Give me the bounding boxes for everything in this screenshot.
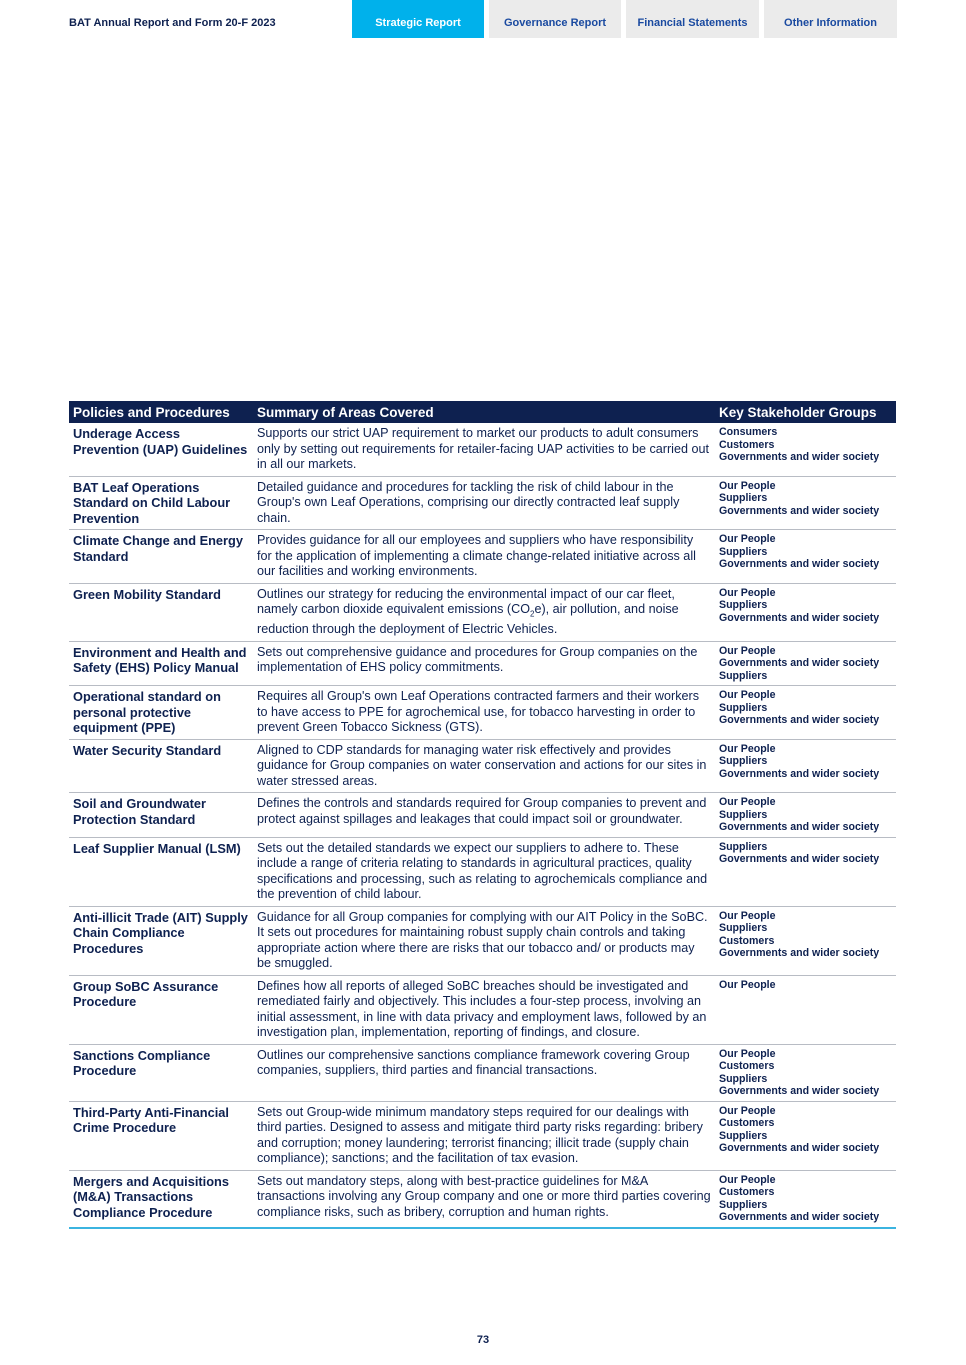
summary-text: e), air pollution, and noise reduction through the deployment of Electric Vehicles. <box>257 602 679 637</box>
stakeholder-group: Suppliers <box>719 922 768 935</box>
policy-name: Anti-illicit Trade (AIT) Supply Chain Compliance Procedures <box>69 906 253 975</box>
policy-name: Green Mobility Standard <box>69 583 253 641</box>
stakeholder-groups <box>715 1044 896 1101</box>
stakeholder-group: Governments and wider society <box>719 657 880 670</box>
document-title: BAT Annual Report and Form 20-F 2023 <box>69 17 276 29</box>
policy-summary: Sets out Group-wide minimum mandatory steps required for our dealings with third parties. Designed to assess and mitigate third party risks regarding: bribery and corruption; money laundering; terrorist financing; illicit trade (supply chain compliance); sanctions; and the facilitation of tax evasion. <box>253 1101 715 1170</box>
policy-name: Climate Change and Energy Standard <box>69 530 253 584</box>
table-body <box>69 423 896 1228</box>
stakeholder-groups <box>715 530 896 584</box>
stakeholder-group: Suppliers <box>719 755 768 768</box>
stakeholder-group: Customers <box>719 1117 775 1130</box>
policy-summary: Sets out comprehensive guidance and procedures for Group companies on the implementation of EHS policy commitments. <box>253 641 715 686</box>
policy-summary: Aligned to CDP standards for managing water risk effectively and provides guidance for Group companies on water conservation and actions for our sites in water stressed areas. <box>253 739 715 793</box>
policy-name: Leaf Supplier Manual (LSM) <box>69 837 253 906</box>
table-row <box>69 1170 896 1228</box>
stakeholder-groups <box>715 739 896 793</box>
stakeholder-groups <box>715 1101 896 1170</box>
tab-label: Financial Statements <box>637 17 748 29</box>
stakeholder-group: Suppliers <box>719 701 768 714</box>
stakeholder-group: Our People <box>719 1173 776 1186</box>
table-row <box>69 975 896 1044</box>
policy-name: Group SoBC Assurance Procedure <box>69 975 253 1044</box>
policy-summary: Sets out mandatory steps, along with best-practice guidelines for M&A transactions involving any Group company and one or more third parties covering compliance risks, such as bribery, corruption and human rights. <box>253 1170 715 1228</box>
column-header-summary: Summary of Areas Covered <box>253 401 715 423</box>
stakeholder-groups <box>715 583 896 641</box>
policy-summary: Outlines our comprehensive sanctions compliance framework covering Group companies, suppliers, third parties and financial transactions. <box>253 1044 715 1101</box>
policies-table <box>69 401 896 1229</box>
stakeholder-group: Suppliers <box>719 545 768 558</box>
stakeholder-group: Suppliers <box>719 492 768 504</box>
stakeholder-group: Our People <box>719 1047 776 1060</box>
policy-name: Underage Access Prevention (UAP) Guidelines <box>69 423 253 476</box>
policy-name: Third-Party Anti-Financial Crime Procedure <box>69 1101 253 1170</box>
policy-summary: Detailed guidance and procedures for tackling the risk of child labour in the Group's own Leaf Operations, comprising our directly contracted leaf supply chain. <box>253 476 715 530</box>
stakeholder-group: Customers <box>719 1186 775 1199</box>
page-number: 73 <box>476 1334 490 1346</box>
table-header-row <box>69 401 896 423</box>
tab-governance-report[interactable] <box>489 0 621 38</box>
stakeholder-group: Our People <box>719 796 776 809</box>
stakeholder-group: Consumers <box>719 426 778 438</box>
stakeholder-group: Customers <box>719 1060 775 1073</box>
policy-summary: Guidance for all Group companies for complying with our AIT Policy in the SoBC. It sets out procedures for maintaining robust supply chain controls and taking appropriate action where there are risks that our tobacco and/ or products may be smuggled. <box>253 906 715 975</box>
table-row <box>69 1044 896 1101</box>
policy-name: Operational standard on personal protective equipment (PPE) <box>69 686 253 740</box>
stakeholder-groups <box>715 686 896 740</box>
stakeholder-group: Suppliers <box>719 599 768 611</box>
stakeholder-groups <box>715 641 896 686</box>
tab-label: Other Information <box>784 17 877 29</box>
stakeholder-group: Governments and wider society <box>719 947 880 960</box>
stakeholder-group: Governments and wider society <box>719 1085 880 1098</box>
policy-summary: Provides guidance for all our employees and suppliers who have responsibility for the application of implementing a climate change-related initiative across all our facilities and working environments. <box>253 530 715 584</box>
summary-text: Outlines our strategy for reducing the environmental impact of our car fleet, namely carbon dioxide equivalent emissions (CO <box>257 586 675 616</box>
top-navigation-bar <box>0 0 966 38</box>
policy-summary: Sets out the detailed standards we expect our suppliers to adhere to. These include a range of criteria relating to standards in agricultural practices, quality specifications and processing, such as relating to agrochemicals compliance and the prevention of child labour. <box>253 837 715 906</box>
tab-strategic-report[interactable] <box>352 0 484 38</box>
tab-label: Strategic Report <box>375 17 461 29</box>
stakeholder-group: Suppliers <box>719 1198 768 1211</box>
table-row <box>69 583 896 641</box>
tab-other-information[interactable] <box>764 0 897 38</box>
stakeholder-group: Governments and wider society <box>719 451 880 463</box>
stakeholder-group: Our People <box>719 533 776 545</box>
stakeholder-groups <box>715 423 896 476</box>
table-row <box>69 906 896 975</box>
column-header-policies: Policies and Procedures <box>69 401 253 423</box>
stakeholder-group: Governments and wider society <box>719 611 880 624</box>
stakeholder-groups <box>715 793 896 838</box>
policy-summary <box>253 583 715 641</box>
table-row <box>69 423 896 476</box>
stakeholder-groups <box>715 906 896 975</box>
stakeholder-group: Governments and wider society <box>719 1211 880 1224</box>
stakeholder-group: Our People <box>719 644 776 657</box>
stakeholder-groups <box>715 837 896 906</box>
stakeholder-group: Our People <box>719 586 776 599</box>
stakeholder-group: Suppliers <box>719 808 768 821</box>
stakeholder-group: Our People <box>719 689 776 702</box>
stakeholder-group: Governments and wider society <box>719 714 880 727</box>
stakeholder-groups <box>715 975 896 1044</box>
tab-financial-statements[interactable] <box>626 0 759 38</box>
stakeholder-group: Our People <box>719 978 776 991</box>
stakeholder-group: Governments and wider society <box>719 821 880 834</box>
stakeholder-group: Governments and wider society <box>719 558 880 570</box>
stakeholder-group: Suppliers <box>719 1129 768 1142</box>
policy-name: Environment and Health and Safety (EHS) Policy Manual <box>69 641 253 686</box>
table-row <box>69 686 896 740</box>
policy-name: Water Security Standard <box>69 739 253 793</box>
policy-name: BAT Leaf Operations Standard on Child Labour Prevention <box>69 476 253 530</box>
stakeholder-group: Suppliers <box>719 669 768 682</box>
stakeholder-group: Governments and wider society <box>719 1142 880 1155</box>
policy-summary: Requires all Group's own Leaf Operations contracted farmers and their workers to have access to PPE for agrochemical use, for tobacco harvesting in order to prevent Green Tobacco Sickness (GTS). <box>253 686 715 740</box>
table-row <box>69 739 896 793</box>
table-row <box>69 530 896 584</box>
table-row <box>69 837 896 906</box>
table-row <box>69 641 896 686</box>
stakeholder-group: Governments and wider society <box>719 504 880 517</box>
stakeholder-group: Our People <box>719 479 776 492</box>
stakeholder-group: Suppliers <box>719 1072 768 1085</box>
stakeholder-group: Governments and wider society <box>719 767 880 780</box>
stakeholder-groups <box>715 476 896 530</box>
table-row <box>69 1101 896 1170</box>
stakeholder-groups <box>715 1170 896 1228</box>
policy-summary: Defines how all reports of alleged SoBC breaches should be investigated and remediated fairly and objectively. This includes a four-step process, involving an initial assessment, in line with data privacy and employment laws, followed by an investigation plan, implementation, reporting of findings, and closure. <box>253 975 715 1044</box>
policy-summary: Supports our strict UAP requirement to market our products to adult consumers only by setting out requirements for retailer-facing UAP activities to be carried out in all our markets. <box>253 423 715 476</box>
stakeholder-group: Suppliers <box>719 840 768 853</box>
stakeholder-group: Our People <box>719 742 776 755</box>
stakeholder-group: Customers <box>719 438 775 451</box>
table-row <box>69 793 896 838</box>
tab-label: Governance Report <box>503 17 607 29</box>
policy-name: Mergers and Acquisitions (M&A) Transactions Compliance Procedure <box>69 1170 253 1228</box>
table-row <box>69 476 896 530</box>
stakeholder-group: Governments and wider society <box>719 853 880 866</box>
policy-summary: Defines the controls and standards required for Group companies to prevent and protect against spillages and leakages that could impact soil or groundwater. <box>253 793 715 838</box>
subscript: 2 <box>530 609 535 619</box>
policy-name: Sanctions Compliance Procedure <box>69 1044 253 1101</box>
stakeholder-group: Our People <box>719 1104 776 1117</box>
policy-name: Soil and Groundwater Protection Standard <box>69 793 253 838</box>
stakeholder-group: Our People <box>719 909 776 922</box>
stakeholder-group: Customers <box>719 934 775 947</box>
column-header-stakeholders: Key Stakeholder Groups <box>715 401 896 423</box>
